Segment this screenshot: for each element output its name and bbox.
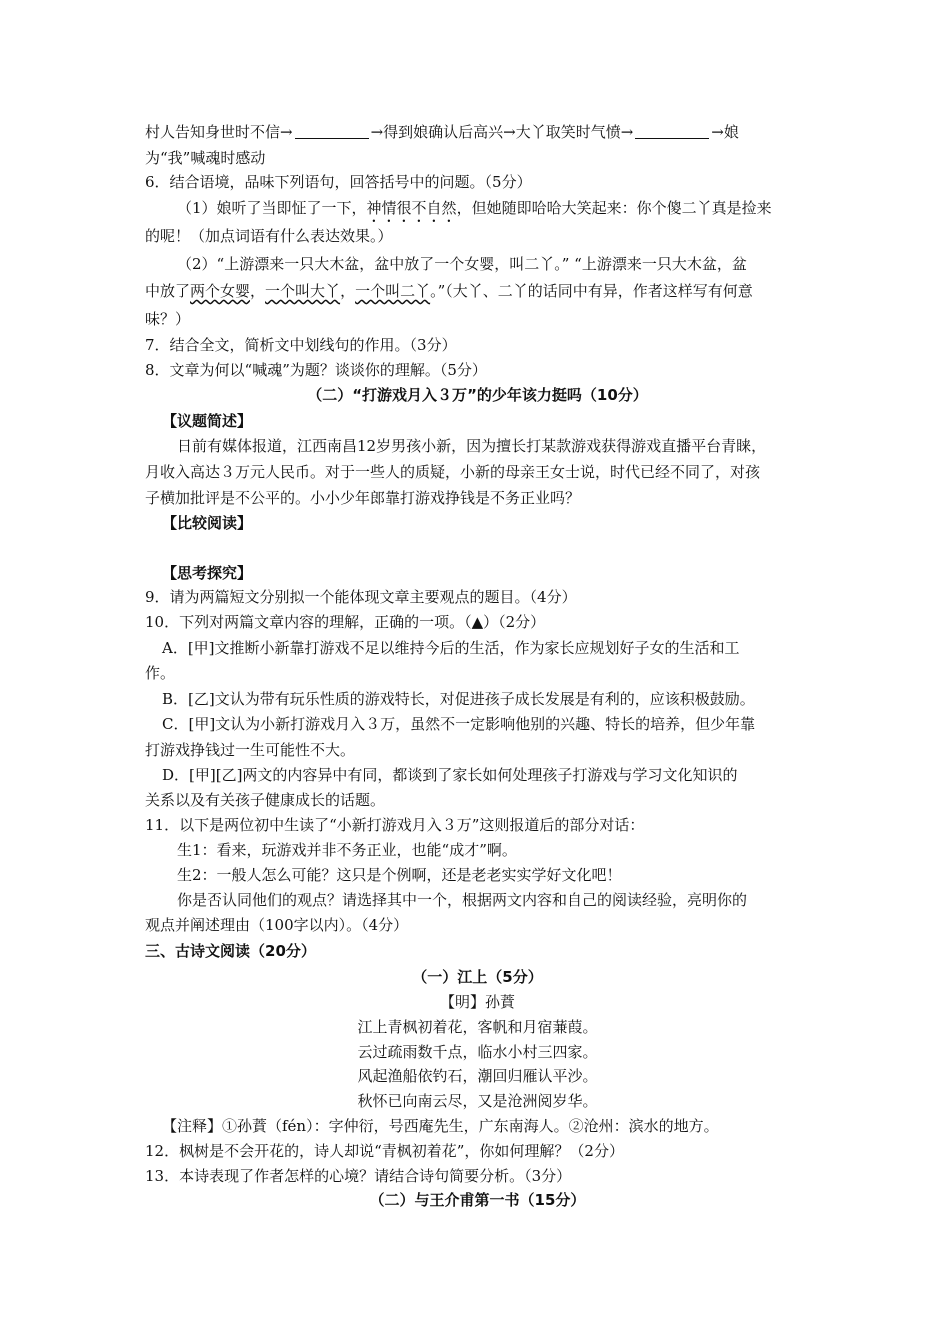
poem-line-2: 云过疏雨数千点，临水小村三四家。 (357, 1043, 598, 1061)
poem-note: 【注释】①孙蕡（fén）：字仲衍，号西庵先生，广东南海人。②沧州：滨水的地方。 (162, 1117, 719, 1135)
q10-option-c-cont: 打游戏挣钱过一生可能性不大。 (145, 741, 356, 759)
part-3-title: 三、古诗文阅读（20分） (145, 942, 316, 960)
q6-sentence-1 (177, 198, 842, 226)
poem-line-4: 秋怀已向南云尽，又是沧洲阅岁华。 (357, 1092, 598, 1110)
wavy-phrase-2: 一个叫大丫 (265, 282, 341, 300)
question-9: 9．请为两篇短文分别拟一个能体现文章主要观点的题目。（4分） (145, 588, 577, 606)
letter-section-title: （二）与王介甫第一书（15分） (369, 1191, 586, 1209)
issue-heading: 【议题简述】 (162, 412, 253, 430)
compare-heading: 【比较阅读】 (162, 514, 253, 532)
wavy-phrase-1: 两个女婴 (190, 282, 251, 300)
question-8: 8．文章为何以“喊魂”为题？谈谈你的理解。（5分） (145, 361, 487, 379)
q10-option-a: A．[甲]文推断小新靠打游戏不足以维持今后的生活，作为家长应规划好子女的生活和工 (162, 639, 740, 657)
issue-line-2: 月收入高达３万元人民币。对于一些人的质疑，小新的母亲王女士说，时代已经不同了，对孩 (145, 463, 761, 481)
question-13: 13．本诗表现了作者怎样的心境？请结合诗句简要分析。（3分） (145, 1167, 572, 1185)
wavy-phrase-3: 一个叫二丫 (355, 282, 431, 300)
issue-line-3: 子横加批评是不公平的。小小少年郎靠打游戏挣钱是不务正业吗？ (145, 489, 581, 507)
question-7: 7．结合全文，简析文中划线句的作用。（3分） (145, 336, 457, 354)
flow-line (145, 122, 810, 142)
answer-blank-2[interactable] (635, 124, 709, 139)
flow-text-2: →得到娘确认后高兴→大丫取笑时气愤→ (370, 123, 634, 141)
q6-s2-text-a: 中放了 (145, 282, 191, 300)
flow-text-1: 村人告知身世时不信→ (145, 123, 293, 141)
q6-s1-text-b: ，但她随即哈哈大笑起来：你个傻二丫真是捡来 (456, 199, 772, 217)
q10-option-b: B．[乙]文认为带有玩乐性质的游戏特长，对促进孩子成长发展是有利的，应该积极鼓励。 (162, 690, 755, 708)
q11-student-2: 生2：一般人怎么可能？这只是个例啊，还是老老实实学好文化吧！ (177, 866, 622, 884)
comma-1: ， (250, 282, 266, 300)
question-12: 12．枫树是不会开花的，诗人却说“青枫初着花”，你如何理解？（2分） (145, 1142, 624, 1160)
issue-line-1: 日前有媒体报道，江西南昌12岁男孩小新，因为擅长打某款游戏获得游戏直播平台青睐， (177, 437, 767, 455)
poem-title: （一）江上（5分） (412, 968, 543, 986)
q11-prompt: 你是否认同他们的观点？请选择其中一个，根据两文内容和自己的阅读经验，亮明你的 (177, 891, 748, 909)
question-10: 10．下列对两篇文章内容的理解，正确的一项。（▲）（2分） (145, 613, 546, 631)
question-11: 11．以下是两位初中生读了“小新打游戏月入３万”这则报道后的部分对话： (145, 816, 645, 834)
flow-line-2: 为“我”喊魂时感动 (145, 149, 266, 167)
section-2-title: （二）“打游戏月入３万”的少年该力挺吗（10分） (307, 386, 648, 404)
think-heading: 【思考探究】 (162, 564, 253, 582)
q6-sentence-1-cont: 的呢！（加点词语有什么表达效果。） (145, 227, 393, 245)
poem-author: 【明】孙蕡 (439, 993, 515, 1011)
q10-option-a-cont: 作。 (145, 664, 176, 682)
q6-sentence-2: （2）“上游漂来一只大木盆，盆中放了一个女婴，叫二丫。” “上游漂来一只大木盆，盆 (177, 255, 747, 273)
q10-option-d-cont: 关系以及有关孩子健康成长的话题。 (145, 791, 386, 809)
q10-option-d: D．[甲][乙]两文的内容异中有同，都谈到了家长如何处理孩子打游戏与学习文化知识的 (162, 766, 738, 784)
flow-text-3: →娘 (711, 123, 739, 141)
emphasized-phrase: 神情很不自然 (366, 199, 457, 217)
q11-student-1: 生1：看来，玩游戏并非不务正业，也能“成才”啊。 (177, 841, 517, 859)
q6-s1-text-a: （1）娘听了当即怔了一下， (177, 199, 367, 217)
question-6: 6．结合语境，品味下列语句，回答括号中的问题。（5分） (145, 173, 532, 191)
q6-sentence-2-cont (145, 281, 810, 301)
poem-line-1: 江上青枫初着花，客帆和月宿蒹葭。 (357, 1018, 598, 1036)
answer-blank-1[interactable] (295, 124, 369, 139)
q10-option-c: C．[甲]文认为小新打游戏月入３万，虽然不一定影响他别的兴趣、特长的培养，但少年靠 (162, 715, 756, 733)
comma-2: ， (340, 282, 356, 300)
q6-s2-text-b: 。”（大丫、二丫的话同中有异，作者这样写有何意 (430, 282, 753, 300)
poem-line-3: 风起渔船依钓石，潮回归雁认平沙。 (357, 1067, 598, 1085)
q11-prompt-cont: 观点并阐述理由（100字以内）。（4分） (145, 916, 409, 934)
q6-sentence-2-end: 味？） (145, 310, 191, 328)
